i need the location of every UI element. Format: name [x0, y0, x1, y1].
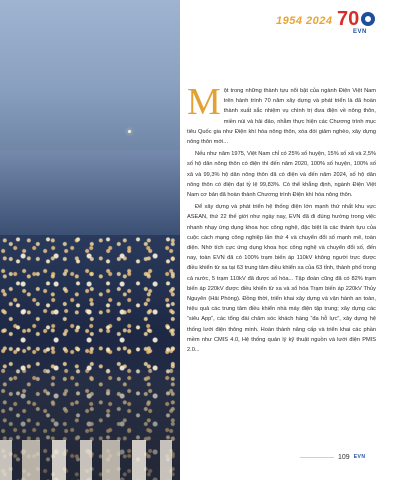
evn-emblem-icon [361, 12, 375, 26]
distant-light [128, 130, 131, 133]
evn-70-logo [333, 8, 379, 38]
anniversary-years: 1954 2024 [276, 15, 333, 27]
article-paragraph: Để xây dựng và phát triển hệ thống điện lớn mạnh thứ nhất khu vực ASEAN, thứ 22 thế giới như ngày nay, EVN đã đi đúng hướng trong việc nhanh nhạy ứng dụng khoa học công nghệ, đặc biệt là các thành tựu của cuộc cách mạng công nghiệp lần thứ 4 và chuyển đổi số mạnh mẽ, toàn diện. Nhờ tích cực ứng dụng khoa học công nghệ và chuyển đổi số, đến nay, toàn EVN đã có 100% trạm biến áp 110kV không người trực được điều khiển từ xa tại 63 trung tâm điều khiển xa của 63 tỉnh, thành phố trong cả nước, 5 trạm 110kV đã được số hóa... Tập đoàn cũng đã có 82% trạm biến áp 220kV được điều khiển từ xa và số hóa Trạm biến áp 220kV Thủy Nguyên (Hải Phòng). Đồng thời, triển khai xây dựng và vận hành an toàn, hiệu quả các trung tâm điều khiển nhà máy điện tập trung; xây dựng các “siêu App”, các tổng đài chăm sóc khách hàng “đa hỗ lực”, xây dựng hệ thống lưới điện thông minh. Hoàn thành nâng cấp và triển khai các phần mềm như CMIS 4.0, Hệ thống quản lý kỹ thuật nguồn và lưới điện PMIS 2.0... [187, 204, 376, 354]
footer-brand: EVN [353, 454, 366, 460]
city-buildings [0, 370, 180, 480]
article-paragraph: Nếu như năm 1975, Việt Nam chỉ có 25% số huyện, 15% số xã và 2,5% số hộ dân nông thôn có điện thì đến năm 2020, 100% số huyện, 100% số xã và 99,3% hộ dân nông thôn đã có điện và đến năm 2024, số hộ dân nông thôn có điện đạt tỷ lệ 99,83%. Có thể khẳng định, ngành Điện Việt Nam cơ bản đã hoàn thành Chương trình Điện khí hóa nông thôn. [187, 151, 376, 199]
logo-number: 70 [337, 8, 360, 30]
paragraph-text: ột trong những thành tựu nổi bật của ngành Điện Việt Nam trên hành trình 70 năm xây dựng và phát triển là đã hoàn thành xuất sắc nhiệm vụ chính trị đưa điện về nông thôn, miền núi và hải đảo, nhằm thực hiện các Chương trình mục tiêu Quốc gia như Điện khí hóa nông thôn, xóa đói giảm nghèo, xây dựng nông thôn mới... [187, 88, 376, 146]
page-footer [338, 452, 365, 462]
logo-text: EVN [353, 29, 367, 35]
drop-cap: M [187, 81, 221, 123]
article-paragraph [187, 81, 376, 147]
page-number: 109 [338, 453, 350, 461]
footer-rule [300, 457, 334, 458]
article-body [187, 81, 376, 357]
coastal-city-night-photo [0, 0, 180, 480]
